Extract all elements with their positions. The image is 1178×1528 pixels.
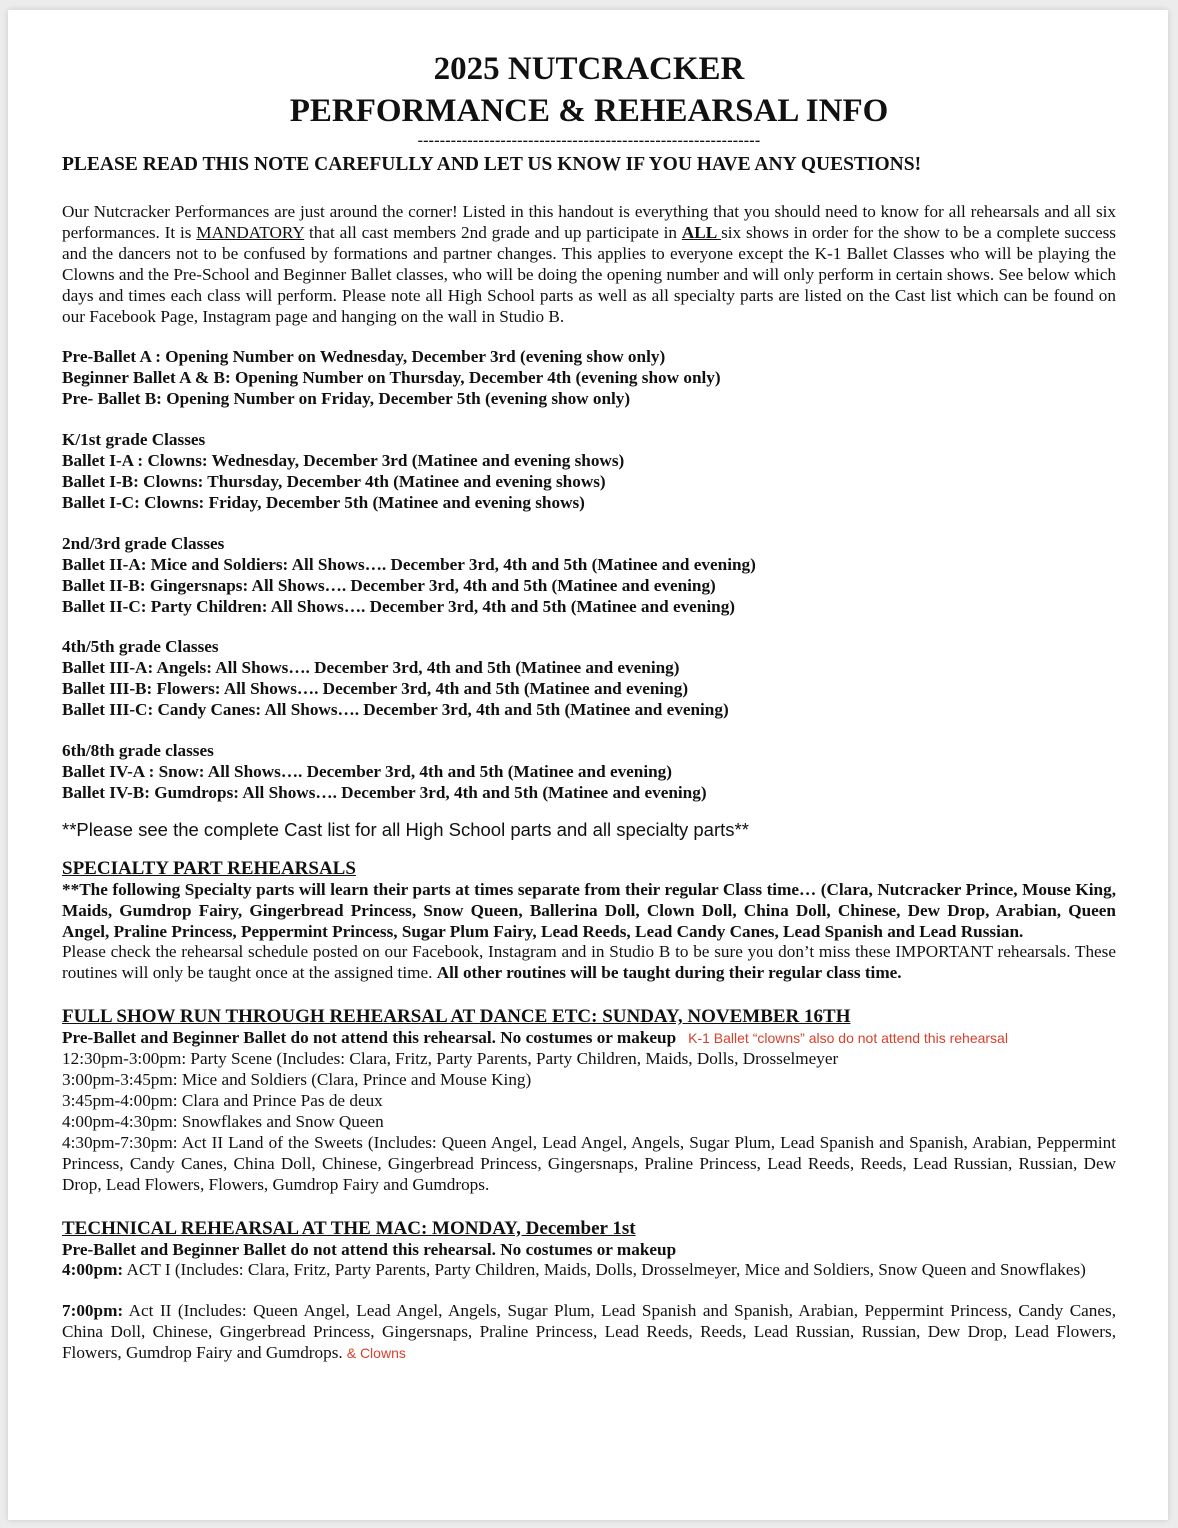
class-schedule-line: Ballet II-B: Gingersnaps: All Shows…. December 3rd, 4th and 5th (Matinee and evening) (62, 575, 716, 595)
tech-heading: TECHNICAL REHEARSAL AT THE MAC: MONDAY, December 1st (62, 1217, 636, 1239)
full-run-subheading (62, 1028, 1116, 1049)
mandatory-word: MANDATORY (196, 222, 305, 242)
act1-line (62, 1260, 1116, 1281)
opening-number-list (62, 347, 1116, 410)
intro-text-3: six shows in order for the show to be a complete success and the dancers not to be confused by formations and partner changes. This applies to everyone except the K-1 Ballet Classes who will be playing the Clowns and the Pre-School and Beginner Ballet classes, who will be doing the opening number and will only perform in certain shows. See below which days and times each class will perform. Please note all High School parts as well as all specialty parts are listed on the Cast list which can be found on our Facebook Page, Instagram page and hanging on the wall in Studio B. (62, 222, 1116, 326)
class-schedule-line: Ballet III-B: Flowers: All Shows…. December 3rd, 4th and 5th (Matinee and evening) (62, 679, 689, 699)
full-run-subheading-text: Pre-Ballet and Beginner Ballet do not attend this rehearsal. No costumes or makeup (62, 1028, 677, 1048)
grade-6-8-heading: 6th/8th grade classes (62, 741, 214, 761)
class-schedule-line: Ballet IV-A : Snow: All Shows…. December 3rd, 4th and 5th (Matinee and evening) (62, 761, 673, 781)
rehearsal-time-line: 4:00pm-4:30pm: Snowflakes and Snow Queen (62, 1111, 384, 1131)
class-schedule-line: Ballet II-A: Mice and Soldiers: All Shows…. December 3rd, 4th and 5th (Matinee and evening) (62, 554, 756, 574)
specialty-heading: SPECIALTY PART REHEARSALS (62, 857, 356, 879)
rehearsal-time-line: 3:00pm-3:45pm: Mice and Soldiers (Clara, Prince and Mouse King) (62, 1070, 532, 1090)
k1-classes (62, 430, 1116, 514)
intro-text-1: Our Nutcracker Performances are just around the corner! Listed in this handout is everything that you should need to know for all rehearsals and all six performances. It is (62, 202, 1116, 242)
grade-2-3-classes (62, 534, 1116, 618)
class-schedule-line: Ballet I-B: Clowns: Thursday, December 4th (Matinee and evening shows) (62, 471, 606, 491)
clowns-red-note: K-1 Ballet “clowns” also do not attend this rehearsal (688, 1030, 1008, 1047)
specialty-parts-list: **The following Specialty parts will learn their parts at times separate from their regular Class time… (Clara, Nutcracker Prince, Mouse King, Maids, Gumdrop Fairy, Gingerbread Princess, Snow Queen, Ballerina Doll, Clown Doll, China Doll, Chinese, Dew Drop, Arabian, Queen Angel, Praline Princess, Peppermint Princess, Sugar Plum Fairy, Lead Reeds, Lead Candy Canes, Lead Spanish and Lead Russian. (62, 879, 1116, 941)
act1-text: ACT I (Includes: Clara, Fritz, Party Parents, Party Children, Maids, Dolls, Drosselmeyer, Mice and Soldiers, Snow Queen and Snowflakes) (123, 1260, 1086, 1280)
rehearsal-time-line: 12:30pm-3:00pm: Party Scene (Includes: Clara, Fritz, Party Parents, Party Children, Maids, Dolls, Drosselmeyer (62, 1049, 839, 1069)
k1-heading: K/1st grade Classes (62, 430, 206, 450)
class-schedule-line: Ballet IV-B: Gumdrops: All Shows…. December 3rd, 4th and 5th (Matinee and evening) (62, 782, 707, 802)
intro-text-2: that all cast members 2nd grade and up participate in (304, 222, 682, 242)
clowns-red-addition: & Clowns (346, 1345, 406, 1362)
read-carefully-notice: PLEASE READ THIS NOTE CAREFULLY AND LET US KNOW IF YOU HAVE ANY QUESTIONS! (62, 154, 922, 175)
document-content (62, 48, 1116, 1364)
tech-subheading: Pre-Ballet and Beginner Ballet do not attend this rehearsal. No costumes or makeup (62, 1239, 677, 1259)
tech-rehearsal-section (62, 1218, 1116, 1365)
specialty-rehearsal-note (62, 942, 1116, 984)
class-schedule-line: Ballet I-C: Clowns: Friday, December 5th (Matinee and evening shows) (62, 492, 585, 512)
specialty-section (62, 858, 1116, 985)
specialty-note-bold: All other routines will be taught during their regular class time. (436, 963, 902, 983)
intro-paragraph (62, 202, 1116, 327)
rehearsal-time-line: 3:45pm-4:00pm: Clara and Prince Pas de deux (62, 1091, 383, 1110)
full-run-heading: FULL SHOW RUN THROUGH REHEARSAL AT DANCE ETC: SUNDAY, NOVEMBER 16TH (62, 1006, 851, 1028)
class-schedule-line: Ballet I-A : Clowns: Wednesday, December 3rd (Matinee and evening shows) (62, 451, 625, 471)
grade-4-5-heading: 4th/5th grade Classes (62, 637, 219, 657)
title-line-2: PERFORMANCE & REHEARSAL INFO (289, 93, 889, 129)
class-schedule-line: Ballet III-A: Angels: All Shows…. December 3rd, 4th and 5th (Matinee and evening) (62, 658, 680, 678)
opening-number-item: Beginner Ballet A & B: Opening Number on Thursday, December 4th (evening show only) (62, 368, 721, 388)
act2-text: Act II (Includes: Queen Angel, Lead Angel, Angels, Sugar Plum, Lead Spanish and Spanish, Arabian, Peppermint Princess, Candy Canes, China Doll, Chinese, Gingerbread Princess, Gingersnaps, Praline Princess, Lead Reeds, Reeds, Lead Russian, Russian, Dew Drop, Lead Flowers, Flowers, Gumdrop Fairy and Gumdrops. (62, 1301, 1116, 1363)
full-run-section (62, 1006, 1116, 1195)
class-schedule-line: Ballet III-C: Candy Canes: All Shows…. December 3rd, 4th and 5th (Matinee and evening) (62, 700, 729, 720)
specialty-note-text: Please check the rehearsal schedule posted on our Facebook, Instagram and in Studio B to be sure you don’t miss these IMPORTANT rehearsals. These routines will only be taught once at the assigned time. (62, 942, 1116, 983)
title-line-1: 2025 NUTCRACKER (433, 51, 745, 87)
title-divider: -------------------------------------------------------------- (417, 132, 761, 149)
act2-line (62, 1301, 1116, 1364)
act1-time: 4:00pm: (62, 1260, 124, 1280)
grade-6-8-classes (62, 741, 1116, 804)
document-page (8, 10, 1168, 1520)
rehearsal-time-line: 4:30pm-7:30pm: Act II Land of the Sweets (Includes: Queen Angel, Lead Angel, Angels, Sugar Plum, Lead Spanish and Spanish, Arabian, Peppermint Princess, Candy Canes, China Doll, Chinese, Gingerbread Princess, Gingersnaps, Praline Princess, Lead Reeds, Reeds, Lead Russian, Russian, Dew Drop, Lead Flowers, Flowers, Gumdrop Fairy and Gumdrops. (62, 1132, 1116, 1194)
cast-list-note: **Please see the complete Cast list for all High School parts and all specialty parts** (62, 818, 749, 840)
act2-time: 7:00pm: (62, 1301, 124, 1321)
grade-2-3-heading: 2nd/3rd grade Classes (62, 533, 225, 553)
grade-4-5-classes (62, 637, 1116, 721)
opening-number-item: Pre- Ballet B: Opening Number on Friday, December 5th (evening show only) (62, 389, 631, 409)
class-schedule-line: Ballet II-C: Party Children: All Shows…. December 3rd, 4th and 5th (Matinee and evening) (62, 596, 736, 616)
opening-number-item: Pre-Ballet A : Opening Number on Wednesday, December 3rd (evening show only) (62, 347, 666, 367)
all-word: ALL (681, 222, 722, 242)
